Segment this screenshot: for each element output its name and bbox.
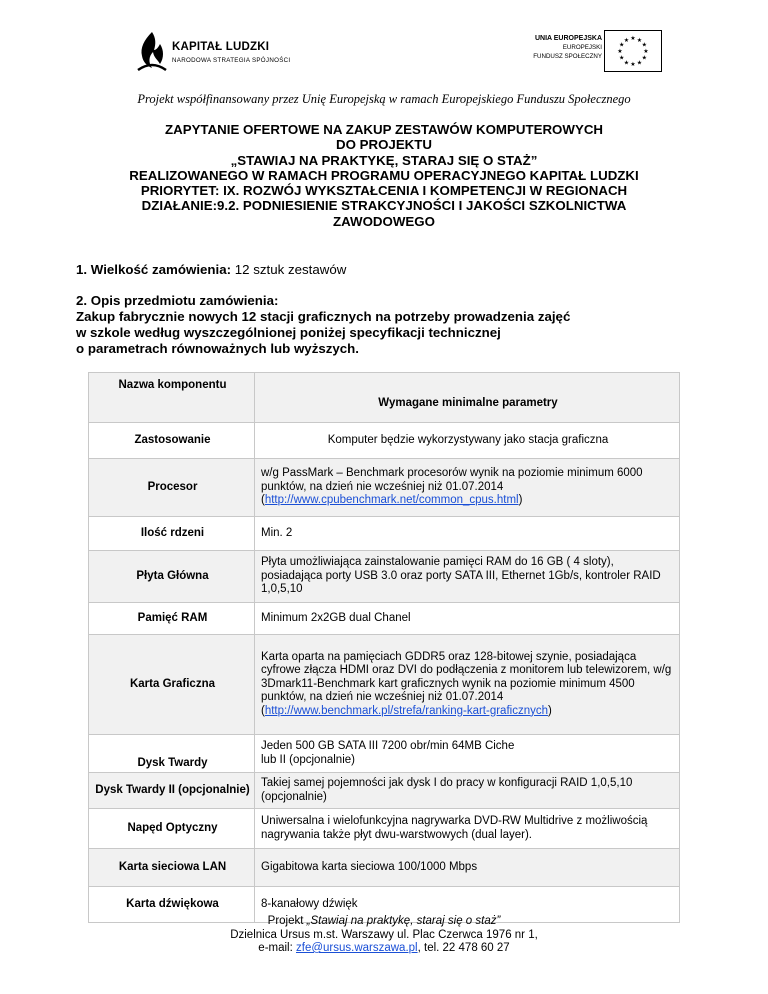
- row-value: w/g PassMark – Benchmark procesorów wynik na poziomie minimum 6000 punktów, na dzień nie wcześniej niż 01.07.2014 (http://www.cpubenchmark.net/common_cpus.html): [255, 459, 680, 517]
- title-line-6: DZIAŁANIE:9.2. PODNIESIENIE STRAKCYJNOŚCI I JAKOŚCI SZKOLNICTWA: [141, 198, 627, 214]
- row-name: Zastosowanie: [89, 423, 255, 459]
- eu-logo-line3: FUNDUSZ SPOŁECZNY: [533, 53, 602, 60]
- row-name: Karta sieciowa LAN: [89, 849, 255, 887]
- table-row: [89, 809, 680, 849]
- title-line-1: ZAPYTANIE OFERTOWE NA ZAKUP ZESTAWÓW KOMPUTEROWYCH: [164, 122, 604, 137]
- table-row: [89, 517, 680, 551]
- eu-logo: [512, 30, 662, 75]
- table-row: [89, 423, 680, 459]
- table-header-row: [89, 373, 680, 423]
- row-value-text-2: lub II (opcjonalnie): [261, 753, 355, 766]
- table-row: [89, 849, 680, 887]
- eu-star-icon: ★: [641, 42, 647, 49]
- title-line-3: „STAWIAJ NA PRAKTYKĘ, STARAJ SIĘ O STAŻ”: [230, 152, 538, 168]
- table-row: [89, 735, 680, 773]
- description-label: 2. Opis przedmiotu zamówienia:: [76, 293, 279, 308]
- row-name: Karta dźwiękowa: [89, 887, 255, 923]
- order-size-value: 12 sztuk zestawów: [231, 262, 347, 277]
- kapital-ludzki-logo: [128, 28, 348, 78]
- eu-star-icon: ★: [623, 60, 630, 67]
- row-name: Karta Graficzna: [89, 635, 255, 735]
- eu-star-icon: ★: [641, 55, 647, 62]
- table-row: [89, 459, 680, 517]
- cpu-benchmark-link[interactable]: http://www.cpubenchmark.net/common_cpus.html: [264, 494, 519, 507]
- description-line-3: o parametrach równoważnych lub wyższych.: [76, 341, 360, 356]
- table-row: [89, 603, 680, 635]
- row-value: Komputer będzie wykorzystywany jako stacja graficzna: [255, 423, 680, 459]
- eu-logo-line1: UNIA EUROPEJSKA: [534, 35, 602, 42]
- kapital-ludzki-emblem-icon: [134, 30, 170, 74]
- section-description: [76, 293, 696, 357]
- eu-star-icon: ★: [617, 49, 623, 56]
- eu-star-icon: ★: [630, 36, 636, 43]
- row-value: Płyta umożliwiająca zainstalowanie pamięci RAM do 16 GB ( 4 sloty), posiadająca porty USB 3.0 oraz porty SATA III, Ethernet 1Gb/s, kontroler RAID 1,0,5,10: [255, 551, 680, 603]
- table-row: [89, 551, 680, 603]
- footer-project-prefix: Projekt: [267, 915, 307, 927]
- row-value: 8-kanałowy dźwięk: [255, 887, 680, 923]
- row-value: [255, 735, 680, 773]
- description-line-1: Zakup fabrycznie nowych 12 stacji graficznych na potrzeby prowadzenia zajęć: [76, 309, 571, 324]
- footer-project-name: „Stawiaj na praktykę, staraj się o staż”: [306, 915, 501, 927]
- table-row: [89, 773, 680, 809]
- eu-star-icon: ★: [623, 37, 630, 44]
- row-name: Napęd Optyczny: [89, 809, 255, 849]
- footer-email-prefix: e-mail:: [258, 942, 296, 954]
- specification-table: [88, 372, 680, 923]
- footer-project: [0, 915, 768, 929]
- footer-phone: , tel. 22 478 60 27: [417, 942, 510, 954]
- gpu-benchmark-link[interactable]: http://www.benchmark.pl/strefa/ranking-kart-graficznych: [264, 704, 548, 717]
- row-value: Uniwersalna i wielofunkcyjna nagrywarka DVD-RW Multidrive z możliwością nagrywania także płyt dwu-warstwowych (dual layer).: [255, 809, 680, 849]
- row-name: Pamięć RAM: [89, 603, 255, 635]
- row-value-text: Karta oparta na pamięciach GDDR5 oraz 128-bitowej szynie, posiadająca cyfrowe złącza HDMI oraz DVI do podłączenia z monitorem lub telewizorem, w/g 3Dmark11-Benchmark kart graficznych wynik na poziomie minimum 4500 punktów, na dzień nie wcześniej niż 01.07.2014: [261, 650, 672, 704]
- title-line-2: DO PROJEKTU: [335, 137, 433, 153]
- eu-star-icon: ★: [636, 37, 643, 44]
- row-name: Dysk Twardy: [89, 735, 255, 773]
- eu-flag-icon: [604, 30, 662, 72]
- footer-address: Dzielnica Ursus m.st. Warszawy ul. Plac Czerwca 1976 nr 1,: [230, 928, 538, 941]
- eu-star-icon: ★: [643, 49, 649, 56]
- description-line-2: w szkole według wyszczególnionej poniżej specyfikacji technicznej: [76, 325, 501, 340]
- kapital-ludzki-subtitle: NARODOWA STRATEGIA SPÓJNOŚCI: [172, 57, 291, 64]
- row-name: Płyta Główna: [89, 551, 255, 603]
- eu-logo-text: [533, 34, 602, 61]
- table-row: [89, 635, 680, 735]
- footer-email-link[interactable]: zfe@ursus.warszawa.pl: [296, 942, 418, 954]
- page-footer: [0, 915, 768, 956]
- row-name: Ilość rdzeni: [89, 517, 255, 551]
- title-line-5: PRIORYTET: IX. ROZWÓJ WYKSZTAŁCENIA I KOMPETENCJI W REGIONACH: [140, 183, 628, 199]
- eu-star-icon: ★: [636, 60, 643, 67]
- order-size-label: 1. Wielkość zamówienia:: [76, 262, 232, 277]
- title-line-7: ZAWODOWEGO: [333, 213, 435, 229]
- section-order-size: [76, 262, 696, 278]
- cofunding-note: Projekt współfinansowany przez Unię Europejską w ramach Europejskiego Funduszu Społecznego: [137, 92, 631, 106]
- row-value-text: Jeden 500 GB SATA III 7200 obr/min 64MB Ciche: [261, 740, 515, 753]
- row-value: Min. 2: [255, 517, 680, 551]
- row-name: Dysk Twardy II (opcjonalnie): [89, 773, 255, 809]
- kapital-ludzki-title: KAPITAŁ LUDZKI: [172, 41, 270, 53]
- row-name: Procesor: [89, 459, 255, 517]
- row-value: Minimum 2x2GB dual Chanel: [255, 603, 680, 635]
- eu-star-icon: ★: [630, 62, 636, 69]
- eu-star-icon: ★: [619, 55, 625, 62]
- row-value: Gigabitowa karta sieciowa 100/1000 Mbps: [255, 849, 680, 887]
- header-component: Nazwa komponentu: [89, 373, 255, 423]
- header-params: Wymagane minimalne parametry: [255, 373, 680, 423]
- eu-logo-line2: EUROPEJSKI: [562, 44, 602, 51]
- title-line-4: REALIZOWANEGO W RAMACH PROGRAMU OPERACYJNEGO KAPITAŁ LUDZKI: [129, 167, 639, 183]
- eu-star-icon: ★: [619, 42, 625, 49]
- row-value-text: w/g PassMark – Benchmark procesorów wynik na poziomie minimum 6000 punktów, na dzień nie wcześniej niż 01.07.2014: [261, 467, 643, 493]
- row-value: Karta oparta na pamięciach GDDR5 oraz 128-bitowej szynie, posiadająca cyfrowe złącza HDMI oraz DVI do podłączenia z monitorem lub telewizorem, w/g 3Dmark11-Benchmark kart graficznych wynik na poziomie minimum 4500 punktów, na dzień nie wcześniej niż 01.07.2014 (http://www.benchmark.pl/strefa/ranking-kart-graficznych): [255, 635, 680, 735]
- row-value: Takiej samej pojemności jak dysk I do pracy w konfiguracji RAID 1,0,5,10 (opcjonalnie): [255, 773, 680, 809]
- footer-contact: [0, 942, 768, 956]
- document-title: [72, 122, 696, 229]
